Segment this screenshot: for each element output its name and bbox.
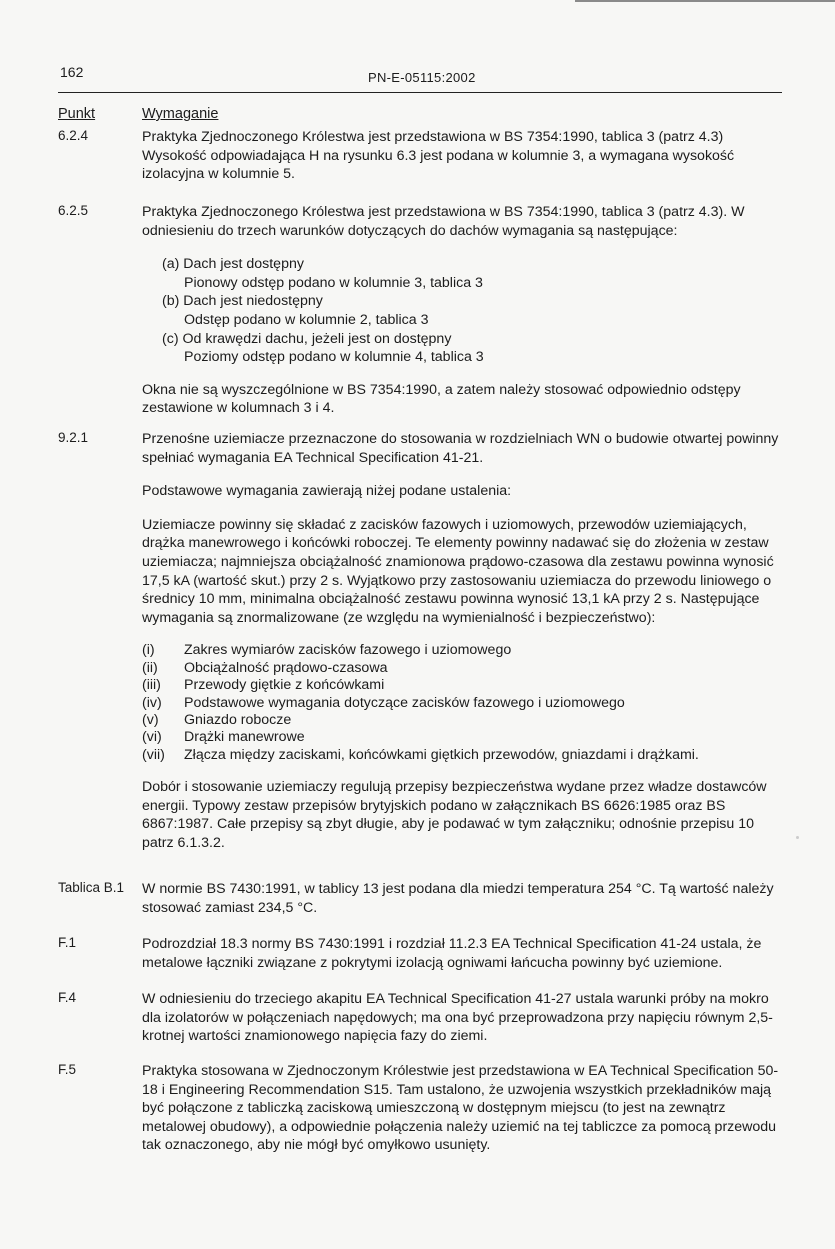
clause-number: F.1: [58, 935, 77, 950]
list-text: Gniazdo robocze: [184, 711, 292, 728]
clause-number: F.4: [58, 990, 77, 1005]
scan-speck: [796, 836, 799, 839]
clause-paragraph: Okna nie są wyszczególnione w BS 7354:1990, a zatem należy stosować odpowiednio odstępy zestawione w kolumnach 3 i 4.: [142, 381, 741, 417]
list-item: [142, 729, 784, 746]
clause-paragraph: Przenośne uziemiacze przeznaczone do stosowania w rozdzielniach WN o budowie otwartej powinny spełniać wymagania EA Technical Specification 41-21.: [142, 431, 779, 466]
list-item: (c) Od krawędzi dachu, jeżeli jest on dostępny: [162, 330, 452, 347]
clause-paragraph: W normie BS 7430:1991, w tablicy 13 jest podana dla miedzi temperatura 254 °C. Tą wartość należy stosować zamiast 234,5 °C.: [142, 881, 774, 916]
list-item: [142, 660, 784, 677]
list-item: [142, 642, 784, 659]
clause-body: [142, 880, 784, 932]
list-item: (a) Dach jest dostępny: [162, 256, 304, 273]
list-item: [142, 712, 784, 729]
list-number: (iv): [142, 694, 162, 711]
clause-number: F.5: [58, 1062, 77, 1077]
list-number: (iii): [142, 677, 161, 694]
list-text: Podstawowe wymagania dotyczące zacisków fazowego i uziomowego: [184, 694, 625, 711]
clause-paragraph: Dobór i stosowanie uziemiaczy regulują przepisy bezpieczeństwa wydane przez władze dostawców energii. Typowy zestaw przepisów brytyjskich podano w załącznikach BS 6626:1985 oraz BS 6867:1987. Całe przepisy są zbyt długie, aby je podawać w tym załączniku; odnośnie przepisu 10 patrz 6.1.3.2.: [142, 779, 767, 851]
clause-number: 9.2.1: [58, 430, 89, 445]
list-item-detail: Odstęp podano w kolumnie 2, tablica 3: [184, 311, 429, 328]
clause-body: [142, 935, 784, 987]
list-number: (i): [142, 642, 155, 659]
clause-body: [142, 128, 784, 199]
list-number: (vi): [142, 729, 162, 746]
page-number: 162: [60, 64, 84, 80]
list-number: (v): [142, 711, 159, 728]
clause-paragraph: Praktyka stosowana w Zjednoczonym Królestwie jest przedstawiona w EA Technical Specification 50-18 i Engineering Recommendation S15. Tam ustalono, że uzwojenia wszystkich przekładników mają być połączone z tabliczką zaciskową umieszczoną w dostępnym miejscu (to jest na zewnątrz metalowej obudowy), a odpowiednie połączenia należy uziemić na tej tabliczce za pomocą przewodu tak oznaczonego, aby nie mógł być omyłkowo usunięty.: [142, 1063, 779, 1154]
clause-paragraph: W odniesieniu do trzeciego akapitu EA Technical Specification 41-27 ustala warunki próby na mokro dla izolatorów w połączeniach napędowych; ma ona być przeprowadzona przy napięciu równym 2,5-krotnej wartości znamionowego napięcia fazy do ziemi.: [142, 991, 773, 1045]
list-text: Przewody giętkie z końcówkami: [184, 677, 385, 694]
requirements-list: [142, 642, 784, 764]
clause-paragraph: Praktyka Zjednoczonego Królestwa jest przedstawiona w BS 7354:1990, tablica 3 (patrz 4.3). W odniesieniu do trzech warunków dotyczących do dachów wymagania są następujące:: [142, 204, 745, 239]
clause-body: [142, 1062, 784, 1170]
roof-condition-list: [162, 255, 784, 367]
clause-paragraph: Uziemiacze powinny się składać z zacisków fazowych i uziomowych, przewodów uziemiających, drążka manewrowego i końcówki roboczej. Te elementy powinny nadawać się do złożenia w zestaw uziemiacza; najmniejsza obciążalność znamionowa prądowo-czasowa dla zestawu powinna wynosić 17,5 kA (wartość skut.) przy 2 s. Wyjątkowo przy zastosowaniu uziemiacza do przewodu liniowego o średnicy 10 mm, minimalna obciążalność zestawu powinna wynosić 13,1 kA przy 2 s. Następujące wymagania są znormalizowane (ze względu na wymienialność i bezpieczeństwo):: [142, 516, 774, 626]
list-item-detail: Pionowy odstęp podano w kolumnie 3, tablica 3: [184, 274, 483, 291]
list-number: (vii): [142, 746, 165, 763]
list-text: Obciążalność prądowo-czasowa: [184, 659, 388, 676]
column-heading-requirement: Wymaganie: [142, 106, 219, 122]
list-item: [142, 677, 784, 694]
list-item: (b) Dach jest niedostępny: [162, 293, 323, 310]
clause-body: [142, 990, 784, 1061]
list-item: [142, 747, 784, 764]
clause-number: 6.2.4: [58, 128, 89, 143]
standard-number: PN-E-05115:2002: [368, 70, 476, 85]
column-heading-clause: Punkt: [58, 106, 96, 122]
scan-edge-line: [575, 0, 835, 2]
clause-paragraph: Podstawowe wymagania zawierają niżej podane ustalenia:: [142, 483, 512, 500]
clause-number: Tablica B.1: [58, 880, 125, 895]
clause-number: 6.2.5: [58, 203, 89, 218]
clause-body: [142, 203, 784, 433]
list-item: [142, 695, 784, 712]
list-text: Zakres wymiarów zacisków fazowego i uziomowego: [184, 642, 512, 659]
clause-paragraph: Praktyka Zjednoczonego Królestwa jest przedstawiona w BS 7354:1990, tablica 3 (patrz 4.3) Wysokość odpowiadająca H na rysunku 6.3 jest podana w kolumnie 3, a wymagana wysokość izolacyjna w kolumnie 5.: [142, 129, 735, 183]
list-item-detail: Poziomy odstęp podano w kolumnie 4, tablica 3: [184, 349, 484, 366]
page-header: [58, 62, 782, 93]
clause-body: [142, 430, 784, 868]
list-text: Drążki manewrowe: [184, 729, 305, 746]
list-text: Złącza między zaciskami, końcówkami giętkich przewodów, gniazdami i drążkami.: [184, 746, 699, 763]
list-number: (ii): [142, 659, 158, 676]
clause-paragraph: Podrozdział 18.3 normy BS 7430:1991 i rozdział 11.2.3 EA Technical Specification 41-24 ustala, że metalowe łączniki związane z pokrytymi izolacją ogniwami łańcucha powinny być uziemione.: [142, 936, 762, 971]
